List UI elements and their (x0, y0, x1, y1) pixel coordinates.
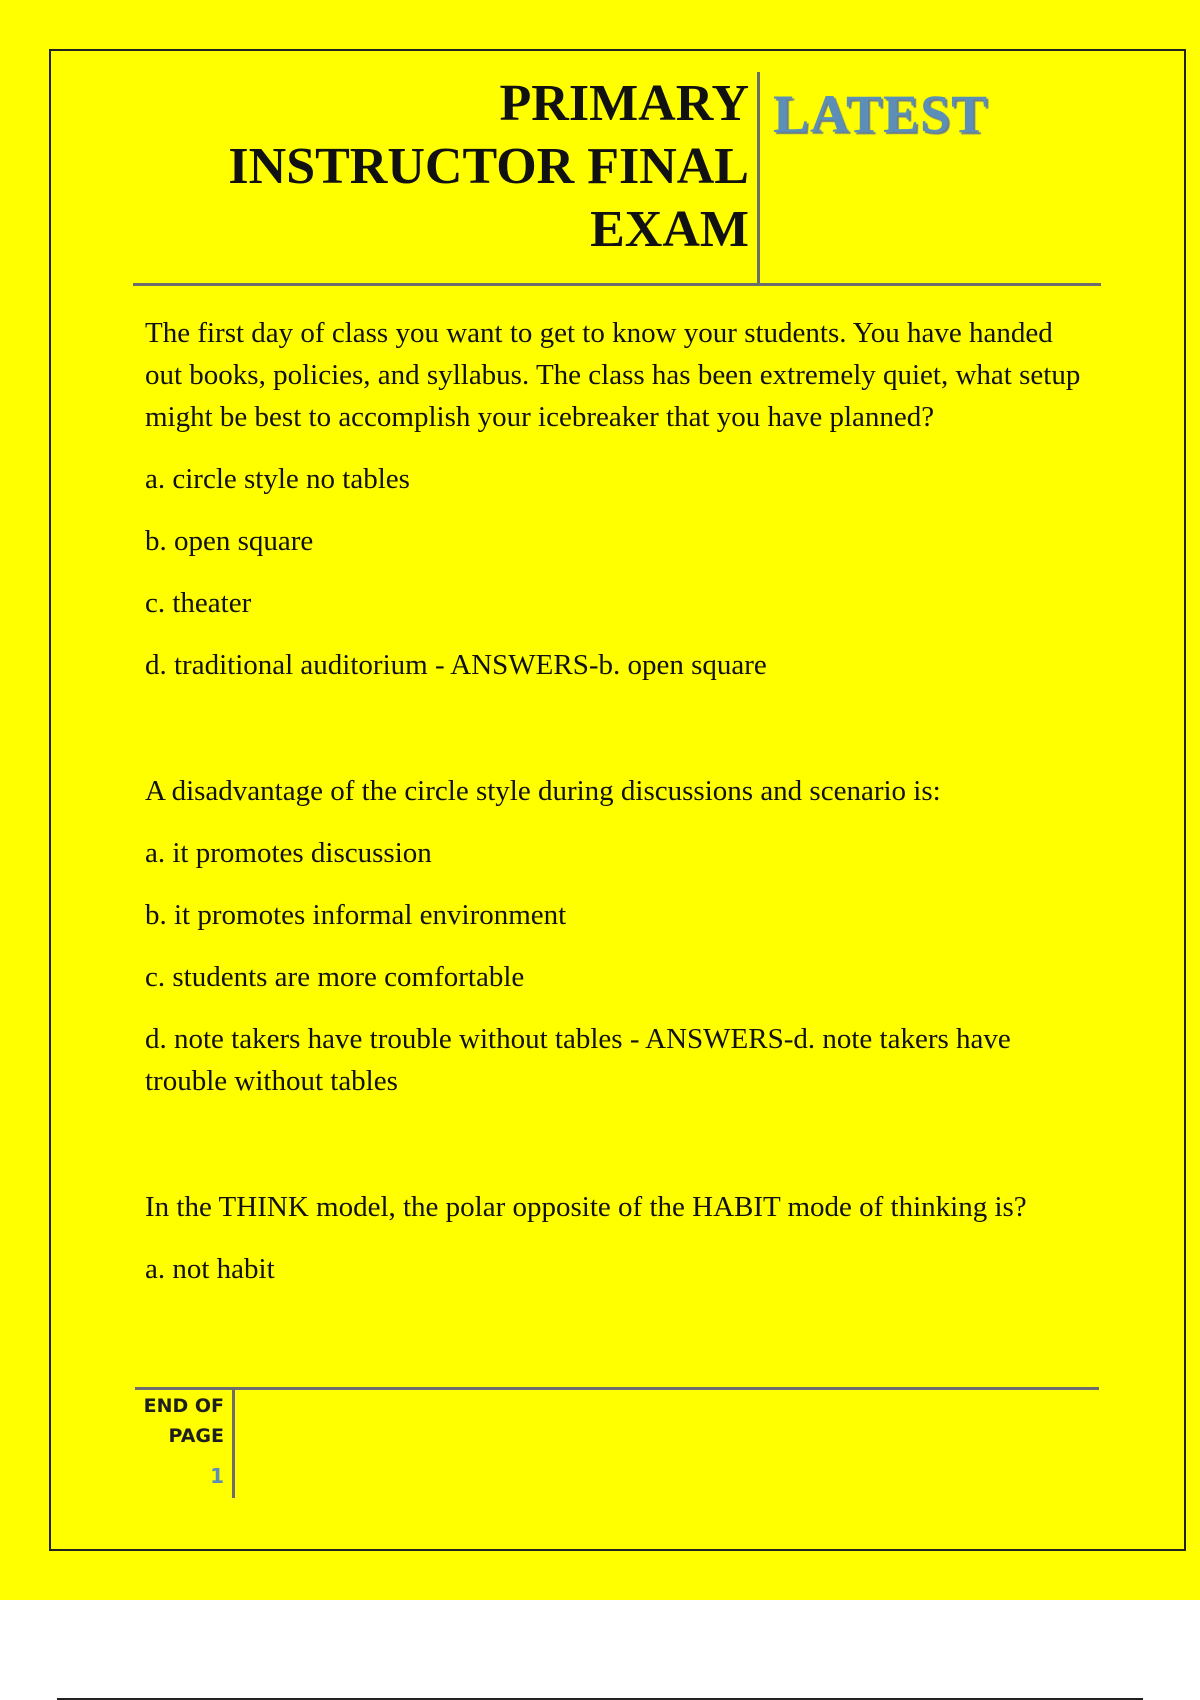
answer-option-with-answer: d. traditional auditorium - ANSWERS-b. open square (145, 649, 767, 681)
page-number: 1 (210, 1464, 224, 1488)
title-divider (757, 72, 760, 284)
question-spacer (145, 706, 1090, 770)
question-list (145, 312, 1090, 1310)
answer-option: c. theater (145, 587, 252, 619)
footer-rule (135, 1387, 1099, 1390)
answer-option: a. it promotes discussion (145, 837, 432, 869)
question-text: In the THINK model, the polar opposite of the HABIT mode of thinking is? (145, 1191, 1027, 1223)
header-rule (133, 283, 1101, 286)
answer-option: c. students are more comfortable (145, 961, 525, 993)
document-title (134, 72, 757, 284)
title-line-3: EXAM (590, 201, 749, 258)
question-block (145, 770, 1090, 1102)
title-line-1: PRIMARY (499, 75, 749, 132)
question-text: A disadvantage of the circle style during discussions and scenario is: (145, 775, 941, 807)
question-block (145, 1186, 1090, 1290)
answer-option-with-answer: d. note takers have trouble without tables - ANSWERS-d. note takers have trouble without tables (145, 1023, 1011, 1097)
answer-option: a. circle style no tables (145, 463, 410, 495)
footer-label-line-1: END OF (143, 1395, 224, 1417)
question-spacer (145, 1122, 1090, 1186)
latest-badge: LATEST (773, 84, 989, 144)
answer-option: b. it promotes informal environment (145, 899, 567, 931)
question-block (145, 312, 1090, 686)
footer-divider (232, 1390, 235, 1498)
answer-option: a. not habit (145, 1253, 275, 1285)
footer-label-line-2: PAGE (168, 1425, 224, 1447)
title-line-2: INSTRUCTOR FINAL (228, 138, 749, 195)
footer-end-of-page (134, 1391, 224, 1451)
answer-option: b. open square (145, 525, 314, 557)
question-text: The first day of class you want to get to know your students. You have handed out books, policies, and syllabus. The class has been extremely quiet, what setup might be best to accomplish your icebreaker that you have planned? (145, 317, 1081, 433)
